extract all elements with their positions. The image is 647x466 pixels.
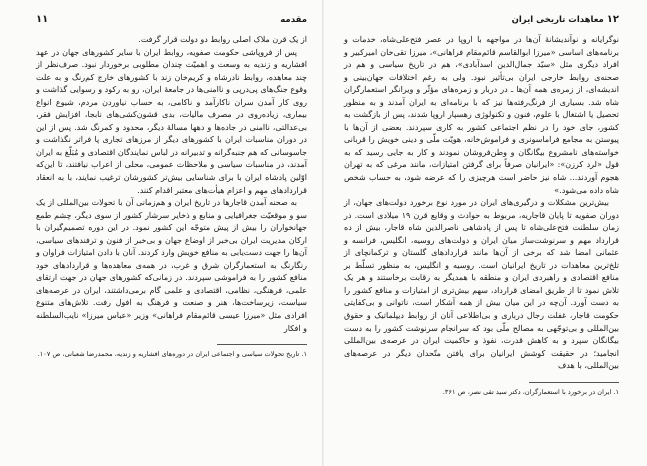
right-page-header-group [512,14,619,25]
left-page-title: مقدمه [280,15,307,25]
right-footnote-divider [529,382,619,383]
left-page-body [36,34,307,335]
right-page-header [344,14,619,26]
left-page [0,0,323,466]
left-footnote: ۱. تاریخ تحولات سیاسی و اجتماعی ایران در دوره‌های افشاریه و زندیه، محمدرضا شعبانی، ص ۱۰۷. [37,350,307,359]
right-footnote: ۱. ایران در برخورد با استعمارگران، دکتر سید تقی نصر، ص ۳۶۱. [442,387,619,396]
right-page-title: معاهدات تاریخی ایران [511,15,604,25]
left-page-number: ۱۱ [36,14,49,25]
right-page [324,0,647,466]
left-page-header [36,14,307,26]
left-paragraph-1: از یک قرن ملاک اصلی روابط دو دولت قرار گرفت. [138,35,307,44]
right-page-body [344,34,619,373]
right-page-number: ۱۲ [606,14,619,25]
left-footnote-divider [217,344,307,345]
left-paragraph-3: به صحنه آمدن قاجارها در تاریخ ایران و هم‌زمانی آن با تحولات بین‌المللی از یک سو و موقعیّت جغرافیایی و منابع و ذخایر سرشار کشور از سوی دیگر، چشم طمع جهانخواران را بیش از پیش متوجّه این کشور نمود. در این دوره تصمیم‌گیران با ارکان مدیریت ایران بی‌خبر از اوضاع جهان و بی‌خبر از فنون و ترفندهای سیاسی، آن‌ها را جهت دست‌یابی به منافع خویش وارد کردند. آنان با دادن امتیازات فراوان و رنگارنگ به استعمارگران شرق و غرب، در همه‌ی معاهده‌ها و قراردادهای خود منافع کشور را به فراموشی سپردند. در زمانی‌که کشورهای جهان در جهت ارتقای علمی، فرهنگی، نظامی، اقتصادی و علمی گام برمی‌داشتند، ایران در عرصه‌های سیاست، زیرساخت‌ها، هنر و صنعت و فرهنگ به افول رفت. تلاش‌های متنوع افرادی مثل «میرزا عیسی قائم‌مقام فراهانی» وزیر «عباس میرزا» نایب‌السلطنه و افکار [36,198,307,333]
right-paragraph-2: بیش‌ترین مشکلات و درگیری‌های ایران در مورد نوع برخورد دولت‌های جهان، از دوران صفویه تا پایان قاجاریه، مربوط به حوادث و وقایع قرن ۱۹ میلادی است. در زمان سلطنت فتح‌علی‌شاه تا پس از پادشاهی ناصرالدین شاه قاجار، بیش از ده قرارداد مهم و سرنوشت‌ساز میان ایران و دولت‌های روسیه، انگلیس، فرانسه و عثمانی امضا شد که برخی از آن‌ها مانند قراردادهای گلستان و ترکمانچای از تلخ‌ترین معاهدات در تاریخ ایرانیان است. روسیه و انگلیس، به منظور تسلّط بر منافع اقتصادی و راهبردی ایران و منطقه با همدیگر به رقابت برخاستند و هر یک تلاش نمود تا از طریق امضای قرارداد، سهم بیش‌تری از امتیازات و منافع کشور را به دست آورد. آن‌چه در این میان بیش از همه آشکار است، ناتوانی و بی‌کفایتی حکومت قاجار، غفلت رجال درباری و بی‌اطلاعی آنان از روابط دیپلماتیک و حقوق بین‌المللی و بی‌توجّهی به مصالح ملّی بود که سرانجام سرنوشت کشور را به دست بیگانگان سپرد و به کاهش قدرت، نفوذ و حاکمیت ایران در عرصه‌ی بین‌المللی انجامید؛ در حقیقت کوشش ایرانیان برای یافتن متّحدان دیگر در عرصه‌های بین‌المللی، با هدف [344,198,619,371]
left-paragraph-2: پس از فروپاشی حکومت صفویه، روابط ایران با سایر کشورهای جهان در عهد افشاریه و زندیه به وسعت و اهمیّت چندان مطلوبی برخوردار نبود. صرف‌نظر از چند معاهده، روابط نادرشاه و کریم‌خان زند با کشورهای خارج کم‌رنگ و به علت وقوع جنگ‌های پی‌درپی و ناامنی‌ها در جامعهٔ ایران، رو به رکود و رسوایی گذاشت و روی کار آمدن سران ناکارآمد و ناکامی، به حساب نیاوردن مردم، شیوع انواع بیماری، زیاده‌روی در مصرف مالیات، بدی قشون‌کشی‌های نابجا، افزایش فقر، بی‌عدالتی، ناامنی در جاده‌ها و دهها مسالهٔ دیگر، محدود و کمرنگ شد. پس از این در دوران مناسبات ایران با کشورهای دیگر از مرزهای تجاری پا فراتر نگذاشت و جاسوسانی که هم جنبه‌گرانه و تدبیرانه در لباس نمایندگان اقتصادی و مُبَلّغ به ایران آمدند، در مناسبات سیاسی و ملاحظات عمومی، محلی از اعراب نیافتند، تا این‌که اوّلین پادشاه ایران با برای شناسایی بیش‌تر کشورشان ترغیب نمایند، با به انعقاد قراردادهای مهم و اعزام هیأت‌های معتبر اقدام کنند. [36,47,307,195]
right-paragraph-1: نوگرایانه و نوآندیشانهٔ آن‌ها در مواجهه با اروپا در عصر فتح‌علی‌شاه، خدمات و برنامه‌های اساسی «میرزا ابوالقاسم قائم‌مقام فراهانی»، میرزا تقی‌خان امیرکبیر و افراد دیگری مثل «سیّد جمال‌الدین اسدآبادی»، هم در تاریخ سیاسی و هم در صحنه‌ی روابط خارجی ایران بی‌تأثیر نبود. ولی به رغم اختلافات جهان‌بینی و اندیشه‌ای، از زمره‌ی همه آن‌ها ـ در دربار و زمره‌های مؤثّر و ویرانگر استعمارگران شاه شد. بسیاری از فرنگ‌رفته‌ها نیز که با برنامه‌ای به ایران آمدند و به منظور تحصیل یا اشتغال با علوم، فنون و تکنولوژی رهسپار اروپا شدند، پس از بازگشت به کشور، جای خود را در نظم اجتماعی کشور به کاری سپردند. بعضی از آن‌ها با پیوستن به مجامع فراماسونری و فراموش‌خانه، هویّت ملّی و دینی خویش را قربانی خواسته‌های نامشروع بیگانگان و وطن‌فروشان نمودند و کار به جایی رسید که به قول «لرد کرزن»: «ایرانیان صرفاً برای گرفتن امتیازات، مانند مرغی که به تهران هجوم آوردند... شاه نیز حاضر است هرچیزی را که عرضه شود، به حساب شخص شاه داده می‌شود.» [344,35,619,195]
